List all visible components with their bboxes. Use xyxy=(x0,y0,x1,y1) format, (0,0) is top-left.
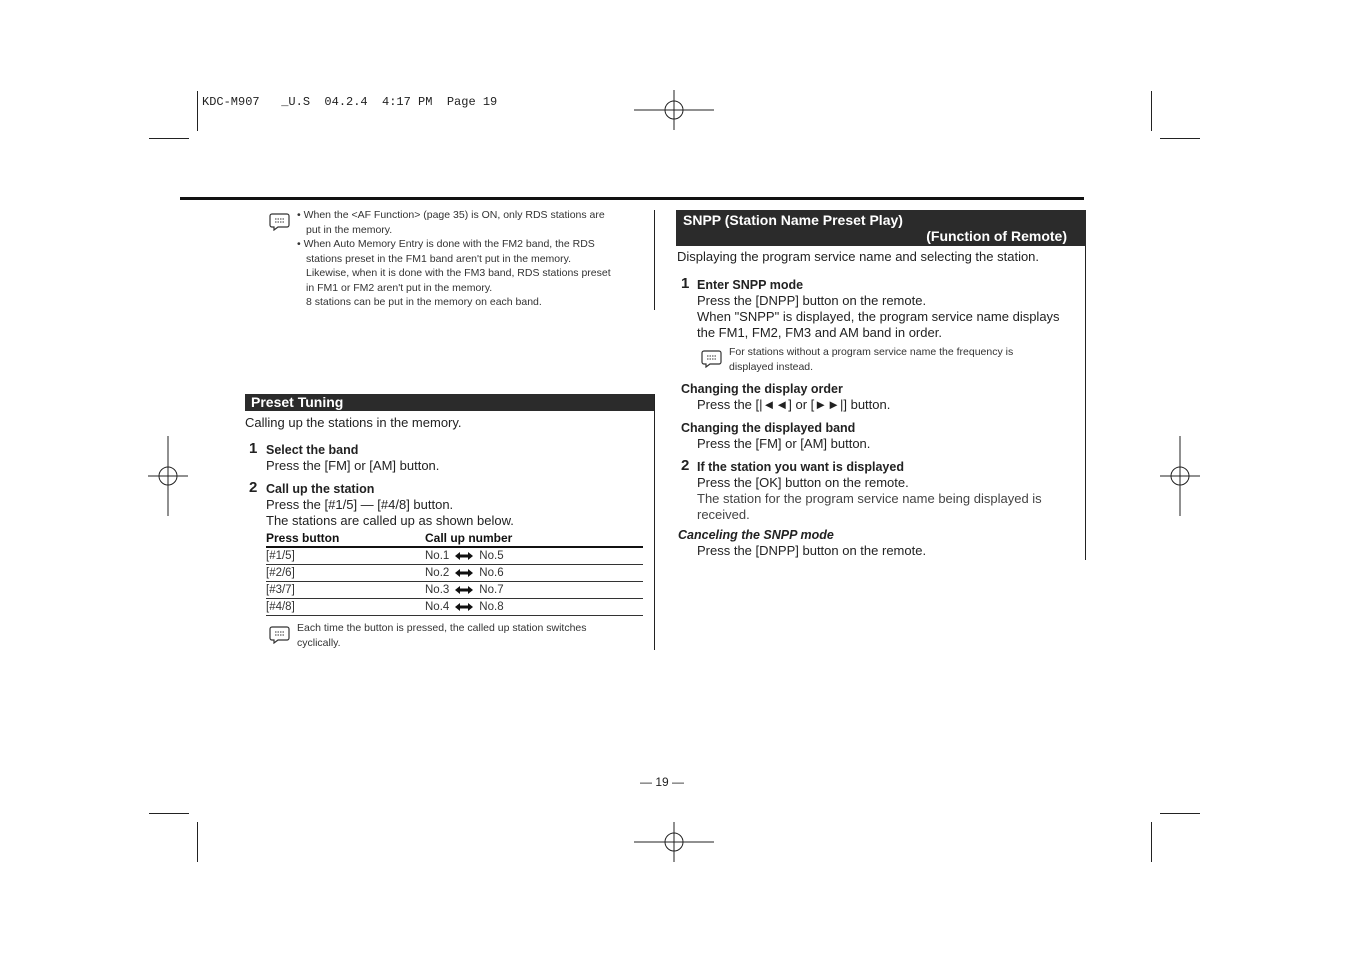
subheading-text: Press the [|◄◄] or [►►|] button. xyxy=(697,397,891,412)
from-number: No.1 xyxy=(425,550,450,562)
table-row xyxy=(266,599,643,616)
snpp-intro: Displaying the program service name and selecting the station. xyxy=(677,249,1040,264)
note-line: cyclically. xyxy=(297,636,341,649)
note-icon xyxy=(701,348,723,368)
subheading-text: Press the [DNPP] button on the remote. xyxy=(697,543,927,558)
step-text: received. xyxy=(697,507,750,522)
step-number: 2 xyxy=(681,457,690,474)
crop-mark xyxy=(197,822,198,862)
double-arrow-icon xyxy=(455,552,473,560)
column-header: Press button xyxy=(266,531,425,547)
crop-mark xyxy=(197,91,198,131)
section-title: Preset Tuning xyxy=(251,394,344,410)
top-rule xyxy=(180,197,1084,200)
subheading: Canceling the SNPP mode xyxy=(678,528,834,542)
subheading: Changing the display order xyxy=(681,382,843,396)
to-number: No.6 xyxy=(479,567,504,579)
step-title: Enter SNPP mode xyxy=(697,278,804,292)
table-note xyxy=(297,621,652,650)
registration-mark-icon xyxy=(148,436,188,516)
note-line: in FM1 or FM2 aren't put in the memory. xyxy=(306,281,493,294)
step-text: Press the [DNPP] button on the remote. xyxy=(697,293,927,308)
note-line: 8 stations can be put in the memory on each band. xyxy=(306,296,542,308)
step-title: Select the band xyxy=(266,443,359,457)
call-up-cell xyxy=(425,547,643,565)
note-line: For stations without a program service name the frequency is xyxy=(729,346,1014,358)
preset-intro: Calling up the stations in the memory. xyxy=(245,415,462,430)
press-button-cell: [#2/6] xyxy=(266,565,425,582)
column-divider xyxy=(654,394,655,650)
subheading-text: Press the [FM] or [AM] button. xyxy=(697,436,871,451)
note-line: Each time the button is pressed, the called up station switches xyxy=(297,622,587,634)
crop-mark xyxy=(1151,91,1152,131)
note-line: Likewise, when it is done with the FM3 band, RDS stations preset xyxy=(306,267,611,279)
note-line: • When Auto Memory Entry is done with the FM2 band, the RDS xyxy=(297,238,595,250)
crop-mark xyxy=(149,138,189,139)
subheading: Changing the displayed band xyxy=(681,421,856,435)
step-title: Call up the station xyxy=(266,482,375,496)
registration-mark-icon xyxy=(634,90,714,130)
press-button-cell: [#1/5] xyxy=(266,547,425,565)
crop-mark xyxy=(1151,822,1152,862)
to-number: No.7 xyxy=(479,584,504,596)
from-number: No.3 xyxy=(425,584,450,596)
crop-mark xyxy=(149,813,189,814)
step-text: When "SNPP" is displayed, the program service name displays xyxy=(697,309,1060,324)
note-line: • When the <AF Function> (page 35) is ON, only RDS stations are xyxy=(297,209,605,221)
registration-mark-icon xyxy=(1160,436,1200,516)
to-number: No.8 xyxy=(479,601,504,613)
table-header-row xyxy=(266,531,643,547)
step-text: The station for the program service name being displayed is xyxy=(697,491,1042,506)
step-number: 1 xyxy=(681,275,690,292)
step-number: 2 xyxy=(249,479,258,496)
section-header-snpp xyxy=(676,210,1086,246)
note-line: put in the memory. xyxy=(306,223,393,236)
double-arrow-icon xyxy=(455,603,473,611)
registration-mark-icon xyxy=(634,822,714,862)
step-title: If the station you want is displayed xyxy=(697,460,904,474)
step-text: Press the [OK] button on the remote. xyxy=(697,475,909,490)
step-number: 1 xyxy=(249,440,258,457)
step-text: the FM1, FM2, FM3 and AM band in order. xyxy=(697,325,942,340)
print-header: KDC-M907 _U.S 04.2.4 4:17 PM Page 19 xyxy=(202,95,498,109)
note-line: displayed instead. xyxy=(729,360,814,373)
page-number: — 19 — xyxy=(640,775,685,789)
column-header: Call up number xyxy=(425,531,643,547)
table-row xyxy=(266,582,643,599)
step-text: The stations are called up as shown below. xyxy=(266,513,514,528)
call-up-cell xyxy=(425,565,643,582)
to-number: No.5 xyxy=(479,550,504,562)
column-divider xyxy=(654,210,655,310)
press-button-cell: [#3/7] xyxy=(266,582,425,599)
step-text: Press the [#1/5] — [#4/8] button. xyxy=(266,497,454,512)
from-number: No.4 xyxy=(425,601,450,613)
step-text: Press the [FM] or [AM] button. xyxy=(266,458,440,473)
call-up-table xyxy=(266,531,643,616)
note-line: stations preset in the FM1 band aren't put in the memory. xyxy=(306,252,572,265)
call-up-cell xyxy=(425,599,643,616)
crop-mark xyxy=(1160,813,1200,814)
memory-notes xyxy=(297,208,652,310)
section-title: SNPP (Station Name Preset Play) xyxy=(683,212,903,228)
note-icon xyxy=(269,624,291,644)
from-number: No.2 xyxy=(425,567,450,579)
column-divider xyxy=(1085,246,1086,560)
section-header-preset-tuning xyxy=(245,394,654,411)
section-subtitle: (Function of Remote) xyxy=(926,228,1067,244)
double-arrow-icon xyxy=(455,586,473,594)
table-row xyxy=(266,547,643,565)
call-up-cell xyxy=(425,582,643,599)
table-row xyxy=(266,565,643,582)
crop-mark xyxy=(1160,138,1200,139)
double-arrow-icon xyxy=(455,569,473,577)
press-button-cell: [#4/8] xyxy=(266,599,425,616)
snpp-note xyxy=(729,345,1079,374)
note-icon xyxy=(269,211,291,231)
